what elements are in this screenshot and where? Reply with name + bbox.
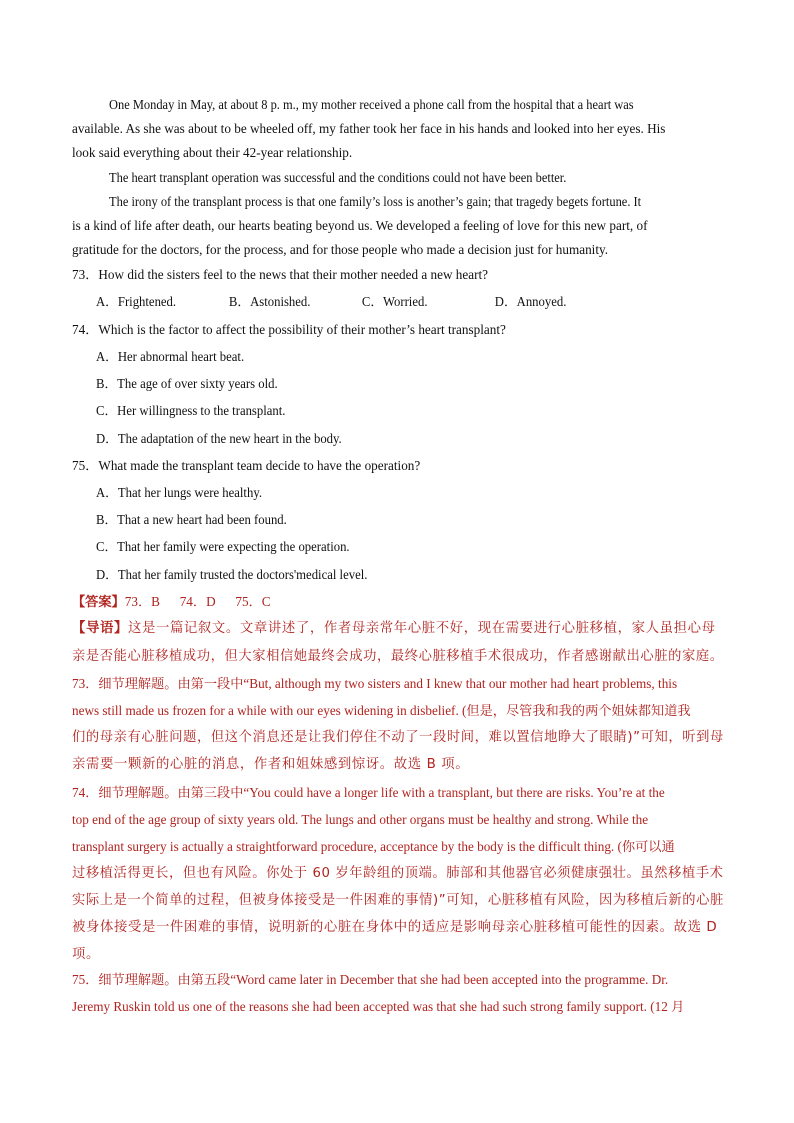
question-75-option-c: C．That her family were expecting the operation. <box>96 539 350 554</box>
question-75-option-a: A．That her lungs were healthy. <box>96 485 263 500</box>
question-74-stem: 74．Which is the factor to affect the possibility of their mother’s heart transplant? <box>72 322 506 337</box>
question-74-option-c: C．Her willingness to the transplant. <box>96 403 286 418</box>
explanation-73-line-2: news still made us frozen for a while with our eyes widening in disbelief. (但是，尽管我和我的两个姐妹都知道我 <box>72 703 691 718</box>
explanation-73-line-1: 73．细节理解题。由第一段中“But, although my two sisters and I knew that our mother had heart problems, this <box>72 676 678 691</box>
question-74-option-b: B．The age of over sixty years old. <box>96 376 278 391</box>
question-74-option-d: D．The adaptation of the new heart in the body. <box>96 431 342 446</box>
question-73-stem: 73．How did the sisters feel to the news that their mother needed a new heart? <box>72 267 489 282</box>
guide-line-2: 亲是否能心脏移植成功，但大家相信她最终会成功，最终心脏移植手术很成功，作者感谢献出心脏的家庭。 <box>72 649 724 664</box>
passage-paragraph-3-line-3: gratitude for the doctors, for the process, and for those people who made a decision just for humanity. <box>72 242 609 257</box>
guide-tag: 【导语】 <box>72 621 128 636</box>
explanation-74-line-5: 实际上是一个简单的过程，但被身体接受是一件困难的事情)”可知，心脏移植有风险，因为移植后新的心脏 <box>72 893 724 908</box>
guide-text-1: 这是一篇记叙文。文章讲述了，作者母亲常年心脏不好，现在需要进行心脏移植，家人虽担心母 <box>127 621 716 636</box>
explanation-74-line-1: 74．细节理解题。由第三段中“You could have a longer life with a transplant, but there are risks. You’re at the <box>72 785 665 800</box>
passage-paragraph-2-line-1: The heart transplant operation was successful and the conditions could not have been better. <box>109 170 567 185</box>
guide-line-1 <box>72 620 724 638</box>
answer-text: 73．B 74．D 75．C <box>124 594 271 609</box>
question-74-option-a: A．Her abnormal heart beat. <box>96 349 245 364</box>
explanation-74-line-3: transplant surgery is actually a straightforward procedure, acceptance by the body is the difficult thing. (你可以通 <box>72 839 675 854</box>
answer-line <box>72 593 724 612</box>
passage-paragraph-1-line-2: available. As she was about to be wheeled off, my father took her face in his hands and looked into her eyes. His <box>72 121 666 136</box>
explanation-73-line-4: 亲需要一颗新的心脏的消息，作者和姐妹感到惊讶。故选 B 项。 <box>72 757 470 772</box>
answer-tag: 【答案】 <box>72 595 125 610</box>
explanation-74-line-4: 过移植活得更长，但也有风险。你处于 60 岁年龄组的顶端。肺部和其他器官必须健康强壮。虽然移植手术 <box>72 866 724 881</box>
explanation-74-line-2: top end of the age group of sixty years old. The lungs and other organs must be healthy and strong. While the <box>72 812 649 827</box>
question-73-options <box>96 293 724 311</box>
explanation-74-line-7: 项。 <box>72 947 100 962</box>
question-73-option-c: C．Worried. <box>361 294 428 309</box>
question-73-option-b: B．Astonished. <box>228 294 311 309</box>
question-75-stem: 75．What made the transplant team decide to have the operation? <box>72 458 421 473</box>
explanation-75-line-1: 75．细节理解题。由第五段“Word came later in December that she had been accepted into the programme. Dr. <box>72 972 669 987</box>
passage-paragraph-1-line-1: One Monday in May, at about 8 p. m., my mother received a phone call from the hospital that a heart was <box>109 97 634 112</box>
passage-paragraph-3-line-1: The irony of the transplant process is that one family’s loss is another’s gain; that tragedy begets fortune. It <box>109 194 642 209</box>
question-75-option-b: B．That a new heart had been found. <box>96 512 287 527</box>
explanation-74-line-6: 被身体接受是一件困难的事情，说明新的心脏在身体中的适应是影响母亲心脏移植可能性的因素。故选 D <box>72 920 718 935</box>
passage-paragraph-1-line-3: look said everything about their 42-year relationship. <box>72 145 353 160</box>
passage-paragraph-3-line-2: is a kind of life after death, our hearts beating beyond us. We developed a feeling of love for this new part, of <box>72 218 648 233</box>
explanation-73-line-3: 们的母亲有心脏问题，但这个消息还是让我们停住不动了一段时间，难以置信地睁大了眼睛)”可知，听到母 <box>72 730 724 745</box>
question-73-option-a: A．Frightened. <box>96 294 177 309</box>
explanation-75-line-2: Jeremy Ruskin told us one of the reasons she had been accepted was that she had such strong family support. (12 月 <box>72 999 685 1014</box>
question-73-option-d: D．Annoyed. <box>494 294 567 309</box>
question-75-option-d: D．That her family trusted the doctors'medical level. <box>96 567 368 582</box>
